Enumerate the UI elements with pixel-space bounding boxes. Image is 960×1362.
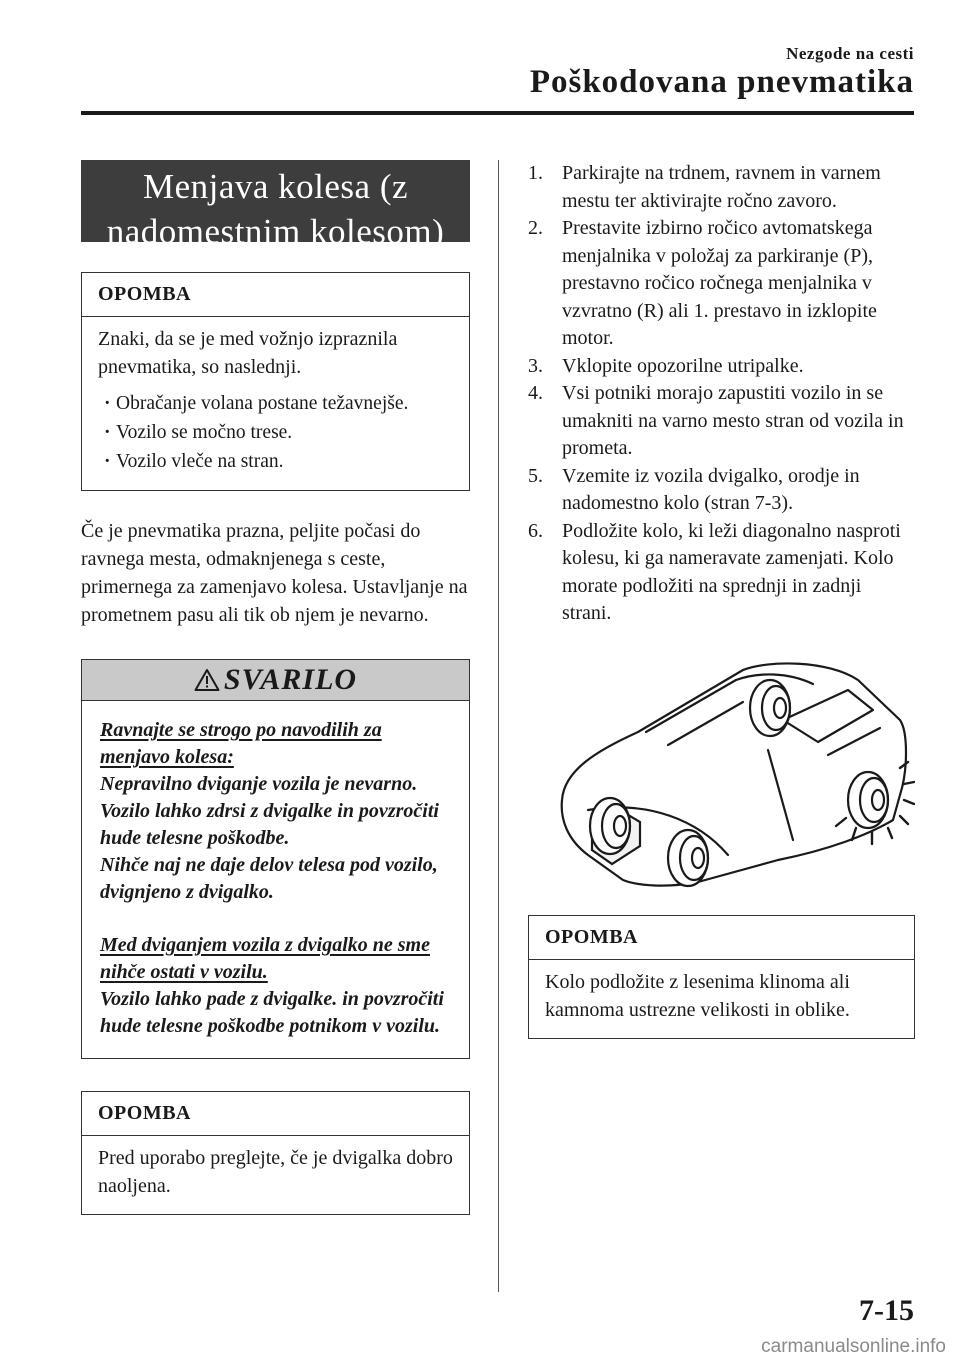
- header-title: Poškodovana pnevmatika: [529, 64, 914, 100]
- step-item: 5. Vzemite iz vozila dvigalko, orodje in nadomestno kolo (stran 7-3).: [528, 464, 860, 514]
- note-list-item: · Obračanje volana postane težavnejše.: [116, 389, 453, 418]
- step-item: 2. Prestavite izbirno ročico avtomatskega menjalnika v položaj za parkiranje (P), prestavno ročico ročnega menjalnika v vzvratno (R) ali 1. prestavo in izklopite motor.: [528, 217, 877, 349]
- note-list: [98, 389, 453, 476]
- warning-triangle-icon: [194, 668, 220, 692]
- warning-text-3: Vozilo lahko pade z dvigalke. in povzročiti hude telesne poškodbe potnikom v vozilu.: [100, 988, 444, 1037]
- warning-subheading-1: Ravnajte se strogo po navodilih za menjavo kolesa:: [100, 719, 382, 768]
- note-box-symptoms: [81, 272, 470, 491]
- flat-tire-paragraph: Če je pnevmatika prazna, peljite počasi do ravnega mesta, odmaknjenega s ceste, primernega za zamenjavo kolesa. Ustavljanje na prometnem pasu ali tik ob njem je nevarno.: [81, 520, 468, 626]
- warning-box: [81, 659, 470, 1059]
- section-title-line1: Menjava kolesa (z: [142, 167, 409, 206]
- note-intro: Znaki, da se je med vožnjo izpraznila pnevmatika, so naslednji.: [98, 328, 398, 378]
- note-body: [82, 317, 469, 490]
- note-list-item: · Vozilo se močno trese.: [116, 418, 453, 447]
- car-wheel-chock-illustration: [528, 650, 915, 890]
- note-body: Pred uporabo preglejte, če je dvigalka dobro naoljena.: [98, 1147, 453, 1197]
- note-heading: OPOMBA: [82, 1092, 469, 1136]
- warning-subheading-2: Med dviganjem vozila z dvigalko ne sme nihče ostati v vozilu.: [100, 934, 430, 983]
- warning-text-2: Nihče naj ne daje delov telesa pod vozilo, dvignjeno z dvigalko.: [100, 854, 438, 903]
- warning-text-1: Nepravilno dviganje vozila je nevarno. Vozilo lahko zdrsi z dvigalke in povzročiti hude telesne poškodbe.: [100, 773, 439, 849]
- step-item: 4. Vsi potniki morajo zapustiti vozilo in se umakniti na varno mesto stran od vozila in prometa.: [528, 382, 904, 459]
- header-rule: [81, 111, 914, 115]
- section-title-banner: [81, 160, 470, 251]
- header-subtitle: Nezgode na cesti: [786, 44, 914, 63]
- left-column: [81, 160, 470, 1215]
- section-title-line2: nadomestnim kolesom): [106, 212, 445, 251]
- warning-body: [82, 701, 469, 1058]
- page-number: 7-15: [859, 1294, 914, 1327]
- watermark-text: carmanualsonline.info: [761, 1336, 946, 1357]
- step-item: 3. Vklopite opozorilne utripalke.: [528, 354, 804, 377]
- warning-heading: SVARILO: [223, 663, 358, 696]
- note-list-item: · Vozilo vleče na stran.: [116, 447, 453, 476]
- step-item: 1. Parkirajte na trdnem, ravnem in varnem mestu ter aktivirajte ročno zavoro.: [528, 162, 881, 212]
- note-box-jack: [81, 1091, 470, 1215]
- note-body: Kolo podložite z lesenima klinoma ali kamnoma ustrezne velikosti in oblike.: [545, 970, 850, 1021]
- column-divider: [498, 160, 499, 1292]
- right-column: [528, 160, 915, 1039]
- note-box-chocks: [528, 915, 915, 1039]
- note-heading: OPOMBA: [82, 273, 469, 317]
- warning-header: [82, 660, 469, 701]
- steps-list: [528, 160, 915, 628]
- step-item: 6. Podložite kolo, ki leži diagonalno nasproti kolesu, ki ga nameravate zamenjati. Kolo morate podložiti na sprednji in zadnji strani.: [528, 519, 901, 624]
- note-heading: OPOMBA: [529, 916, 914, 960]
